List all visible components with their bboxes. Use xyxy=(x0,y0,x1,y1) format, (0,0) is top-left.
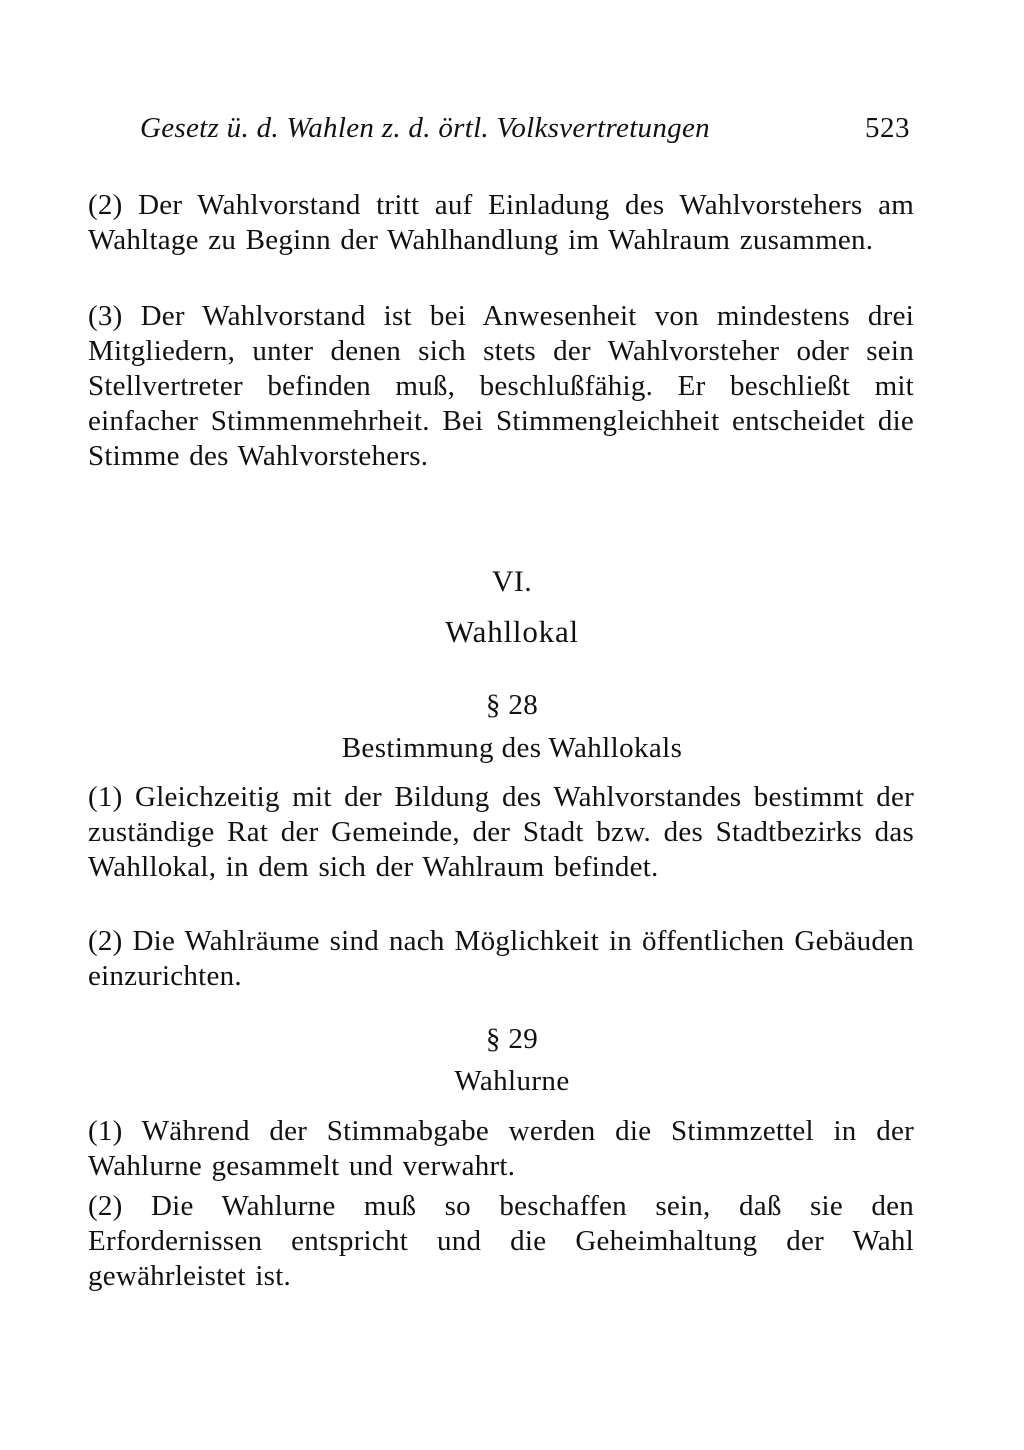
paragraph-heading-28: Bestimmung des Wahllokals xyxy=(341,732,683,764)
paragraph-heading-29: Wahlurne xyxy=(454,1065,570,1097)
paragraph-29-2: (2) Die Wahlurne muß so beschaffen sein, daß sie den Erfordernissen entspricht und die Geheimhaltung der Wahl gewährleistet ist. xyxy=(88,1190,914,1292)
running-title: Gesetz ü. d. Wahlen z. d. örtl. Volksvertretungen xyxy=(140,112,710,144)
page-number: 523 xyxy=(865,112,910,144)
paragraph-3-quorum: (3) Der Wahlvorstand ist bei Anwesenheit von mindestens drei Mitgliedern, unter denen sich stets der Wahlvorsteher oder sein Stellvertreter befinden muß, beschlußfähig. Er beschließt mit einfacher Stimmenmehrheit. Bei Stimmengleichheit entscheidet die Stimme des Wahlvorstehers. xyxy=(88,300,914,472)
paragraph-28-2: (2) Die Wahlräume sind nach Möglichkeit in öffentlichen Gebäuden einzurichten. xyxy=(88,925,914,992)
paragraph-2-wahlvorstand-meeting: (2) Der Wahlvorstand tritt auf Einladung des Wahlvorstehers am Wahltage zu Beginn der Wahlhandlung im Wahlraum zusammen. xyxy=(88,189,914,256)
paragraph-28-1: (1) Gleichzeitig mit der Bildung des Wahlvorstandes bestimmt der zuständige Rat der Gemeinde, der Stadt bzw. des Stadtbezirks das Wahllokal, in dem sich der Wahlraum befindet. xyxy=(88,781,914,883)
paragraph-symbol-28: § 28 xyxy=(485,689,539,721)
paragraph-symbol-29: § 29 xyxy=(485,1023,539,1055)
section-title: Wahllokal xyxy=(445,614,579,649)
page-header xyxy=(140,112,910,156)
section-number: VI. xyxy=(491,565,533,598)
paragraph-29-1: (1) Während der Stimmabgabe werden die Stimmzettel in der Wahlurne gesammelt und verwahrt. xyxy=(88,1115,914,1182)
